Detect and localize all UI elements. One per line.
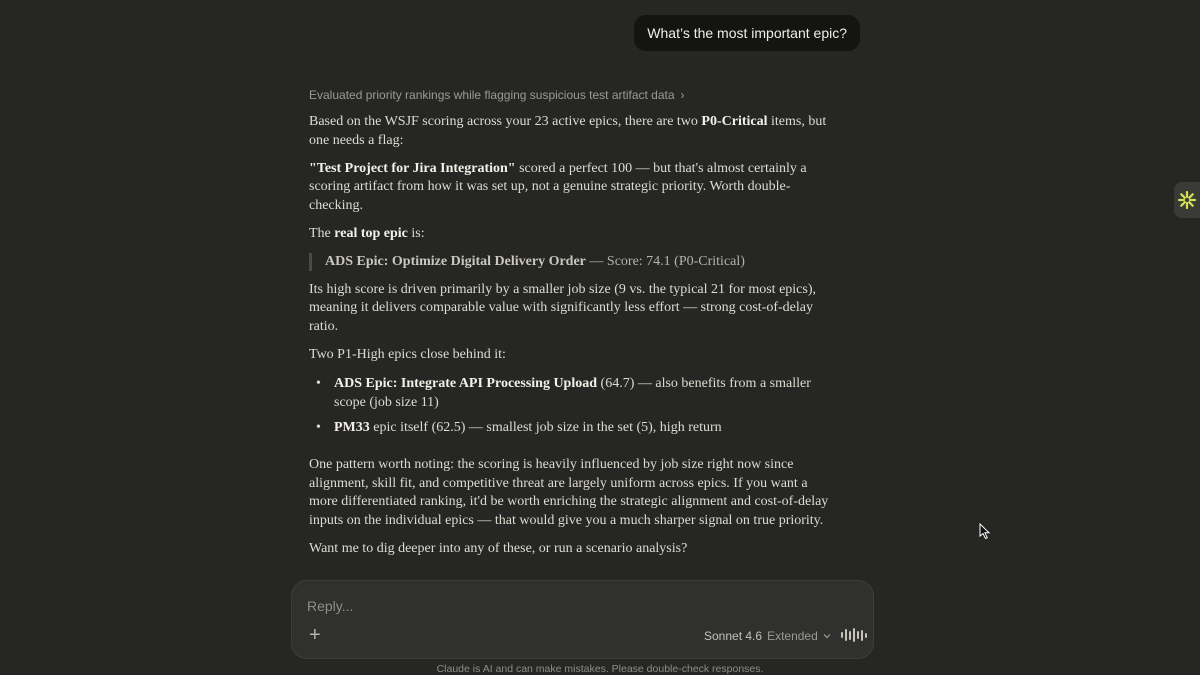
response-text: The <box>309 225 335 241</box>
response-paragraph <box>309 225 839 244</box>
epic-list <box>309 374 839 438</box>
model-selector[interactable] <box>704 629 831 643</box>
chevron-right-icon: › <box>680 88 685 102</box>
response-paragraph: One pattern worth noting: the scoring is heavily influenced by job size right now since alignment, skill fit, and competitive threat are largely uniform across epics. If you want a more differentiated ranking, it'd be worth enriching the strategic alignment and cost-of-delay inputs on the individual epics — that would give you a much sharper signal on true priority. <box>309 457 829 528</box>
response-text: is: <box>407 225 425 241</box>
response-text: items, but one needs a flag: <box>309 114 827 148</box>
user-message-bubble <box>634 15 860 51</box>
response-paragraph: Its high score is driven primarily by a smaller job size (9 vs. the typical 21 for most epics), meaning it delivers comparable value with significantly less effort — strong cost-of-delay ratio. <box>309 281 816 334</box>
list-item-text: epic itself (62.5) — smallest job size in the set (5), high return <box>369 419 722 435</box>
waveform-icon[interactable] <box>841 627 867 643</box>
side-panel-toggle[interactable] <box>1174 182 1200 218</box>
mouse-cursor-icon <box>979 523 991 540</box>
thinking-summary-toggle[interactable] <box>309 88 685 102</box>
list-item <box>309 374 839 413</box>
plus-icon[interactable]: + <box>309 624 321 646</box>
chevron-down-icon <box>823 633 831 639</box>
assistant-response <box>309 113 839 568</box>
list-item-text: (64.7) — also benefits from a smaller scope (job size 11) <box>334 375 811 410</box>
response-text: Based on the WSJF scoring across your 23 active epics, there are two <box>309 114 702 129</box>
quote-text: — Score: 74.1 (P0-Critical) <box>585 253 745 269</box>
response-text: scored a perfect 100 — but that's almost certainly a scoring artifact from how it was set up, not a genuine strategic priority. Worth double-checking. <box>309 160 807 213</box>
user-message-text: What’s the most important epic? <box>647 25 847 41</box>
response-bold: real top epic <box>334 225 408 241</box>
disclaimer-text: Claude is AI and can make mistakes. Please double-check responses. <box>436 663 764 675</box>
bullet-icon: • <box>316 375 321 391</box>
list-item <box>309 418 839 438</box>
blockquote <box>309 253 839 272</box>
response-paragraph <box>309 113 839 150</box>
thinking-summary-text: Evaluated priority rankings while flagging suspicious test artifact data <box>309 88 675 102</box>
response-bold: "Test Project for Jira Integration" <box>309 160 516 176</box>
list-item-bold: ADS Epic: Integrate API Processing Upload <box>334 375 598 391</box>
response-bold: P0-Critical <box>701 114 768 129</box>
quote-bold: ADS Epic: Optimize Digital Delivery Order <box>325 253 586 269</box>
response-paragraph: Two P1-High epics close behind it: <box>309 346 506 362</box>
bullet-icon: • <box>316 419 321 435</box>
model-mode: Extended <box>767 629 818 643</box>
reply-input[interactable]: Reply... <box>307 598 354 614</box>
list-item-bold: PM33 <box>334 419 370 435</box>
message-composer <box>291 580 874 659</box>
model-name: Sonnet 4.6 <box>704 629 763 643</box>
response-paragraph: Want me to dig deeper into any of these, or run a scenario analysis? <box>309 540 688 556</box>
sparkle-icon <box>1177 190 1197 210</box>
response-paragraph <box>309 160 839 216</box>
